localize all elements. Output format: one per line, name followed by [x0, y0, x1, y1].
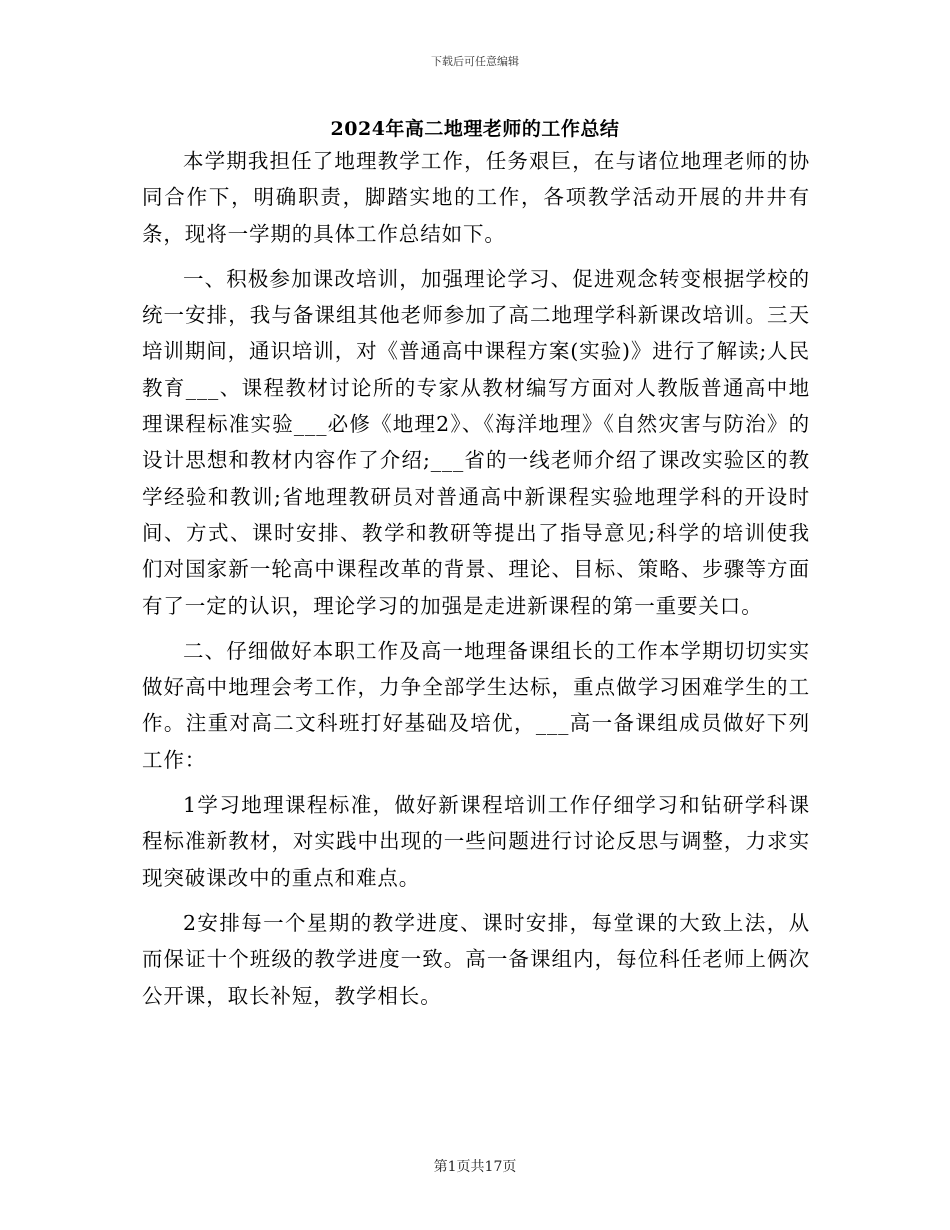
document-body [142, 143, 810, 1014]
paragraph-item-one: 1学习地理课程标准，做好新课程培训工作仔细学习和钻研学科课程标准新教材，对实践中出现的一些问题进行讨论反思与调整，力求实现突破课改中的重点和难点。 [142, 793, 810, 890]
paragraph-intro: 本学期我担任了地理教学工作，任务艰巨，在与诸位地理老师的协同合作下，明确职责，脚踏实地的工作，各项教学活动开展的井井有条，现将一学期的具体工作总结如下。 [142, 149, 810, 246]
paragraph-section-one: 一、积极参加课改培训，加强理论学习、促进观念转变根据学校的统一安排，我与备课组其他老师参加了高二地理学科新课改培训。三天培训期间，通识培训，对《普通高中课程方案(实验)》进行了解读;人民教育___、课程教材讨论所的专家从教材编写方面对人教版普通高中地理课程标准实验___必修《地理2》、《海洋地理》《自然灾害与防治》的设计思想和教材内容作了介绍;___省的一线老师介绍了课改实验区的教学经验和教训;省地理教研员对普通高中新课程实验地理学科的开设时间、方式、课时安排、教学和教研等提出了指导意见;科学的培训使我们对国家新一轮高中课程改革的背景、理论、目标、策略、步骤等方面有了一定的认识，理论学习的加强是走进新课程的第一重要关口。 [142, 266, 810, 618]
page-number-footer: 第1页共17页 [433, 1159, 517, 1175]
paragraph-item-two: 2安排每一个星期的教学进度、课时安排，每堂课的大致上法，从而保证十个班级的教学进度一致。高一备课组内，每位科任老师上俩次公开课，取长补短，教学相长。 [142, 910, 810, 1008]
header-note: 下载后可任意编辑 [431, 55, 519, 68]
document-title: 2024年高二地理老师的工作总结 [330, 118, 620, 140]
paragraph-section-two: 二、仔细做好本职工作及高一地理备课组长的工作本学期切切实实做好高中地理会考工作，力争全部学生达标，重点做学习困难学生的工作。注重对高二文科班打好基础及培优，___高一备课组成员做好下列工作： [142, 638, 810, 772]
